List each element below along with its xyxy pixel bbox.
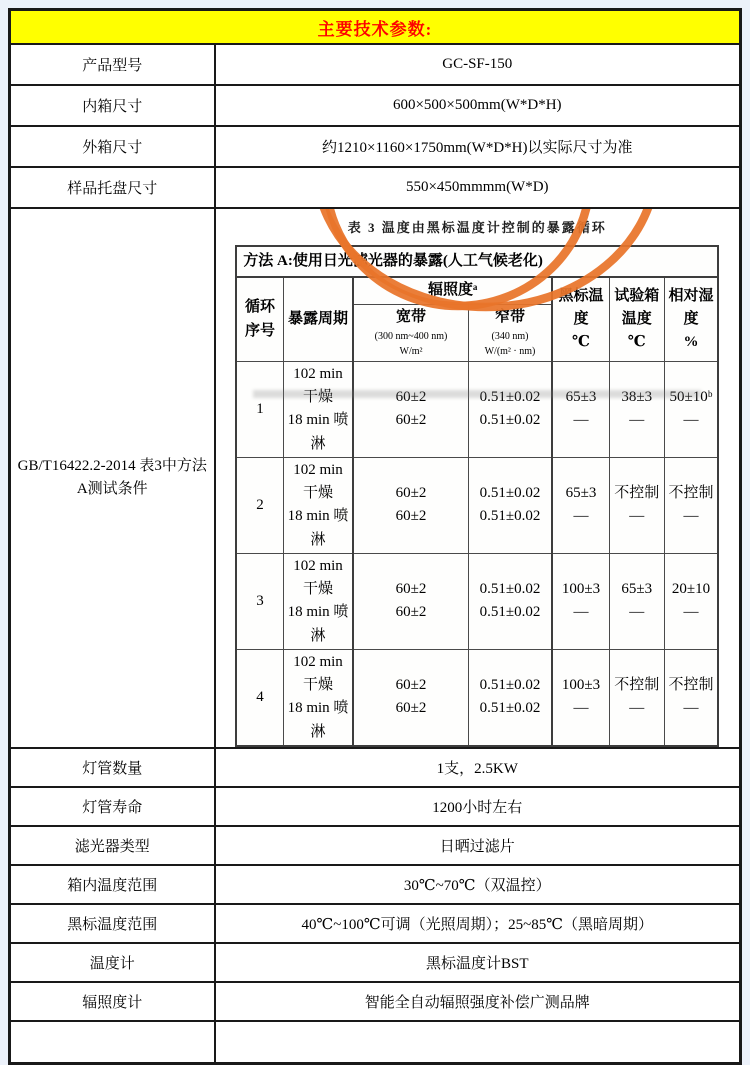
spec-value	[215, 1021, 741, 1064]
col-narrow-band: 窄带 (340 nm) W/(m² · nm)	[468, 304, 552, 361]
spec-label: 产品型号	[10, 44, 215, 85]
spec-row-tray-size	[10, 167, 741, 208]
spec-label: 黑标温度范围	[10, 904, 215, 943]
spec-row-model	[10, 44, 741, 85]
spec-row-outer-size	[10, 126, 741, 167]
scan-table-cell: 0.51±0.02 0.51±0.02	[468, 457, 552, 553]
scanned-standard-table	[235, 217, 719, 747]
spec-label: 温度计	[10, 943, 215, 982]
col-humidity: 相对湿度 %	[664, 277, 718, 361]
spec-value: 黑标温度计BST	[215, 943, 741, 982]
scan-table-cell: 1	[236, 361, 283, 457]
standard-table-image	[215, 208, 741, 748]
col-black-temp: 黑标温度 ℃	[552, 277, 609, 361]
spec-value: 1支，2.5KW	[215, 748, 741, 787]
scan-table-cell: 102 min 干燥 18 min 喷淋	[283, 649, 353, 746]
spec-value: 约1210×1160×1750mm(W*D*H)以实际尺寸为准	[215, 126, 741, 167]
spec-row-inner-size	[10, 85, 741, 126]
scan-table-cell: 0.51±0.02 0.51±0.02	[468, 553, 552, 649]
spec-value: 1200小时左右	[215, 787, 741, 826]
scan-table-cell: 100±3 —	[552, 553, 609, 649]
scan-table-cell: 20±10 —	[664, 553, 718, 649]
spec-row-lamp-count	[10, 748, 741, 787]
spec-row-thermometer	[10, 943, 741, 982]
scan-table-row	[236, 553, 718, 649]
spec-label: 箱内温度范围	[10, 865, 215, 904]
table-header-row	[10, 10, 741, 45]
scan-table-cell: 102 min 干燥 18 min 喷淋	[283, 361, 353, 457]
scan-method-row: 方法 A:使用日光滤光器的暴露(人工气候老化)	[236, 246, 718, 277]
scan-table-cell: 0.51±0.02 0.51±0.02	[468, 649, 552, 746]
spec-value: 日晒过滤片	[215, 826, 741, 865]
spec-value: 智能全自动辐照强度补偿广测品牌	[215, 982, 741, 1021]
scan-table-row	[236, 649, 718, 746]
col-chamber-temp: 试验箱温度 ℃	[609, 277, 664, 361]
scan-table-cell: 60±2 60±2	[353, 649, 468, 746]
scan-table-cell: 65±3 —	[552, 457, 609, 553]
spec-label: 内箱尺寸	[10, 85, 215, 126]
scan-table-cell: 不控制 —	[664, 457, 718, 553]
page	[0, 8, 750, 1011]
spec-label: GB/T16422.2-2014 表3中方法A测试条件	[10, 208, 215, 748]
spec-label: 灯管数量	[10, 748, 215, 787]
scan-table-row	[236, 361, 718, 457]
spec-row-gbt-standard	[10, 208, 741, 748]
scan-table-cell: 不控制 —	[664, 649, 718, 746]
scan-table-cell: 38±3 —	[609, 361, 664, 457]
spec-label: 样品托盘尺寸	[10, 167, 215, 208]
scan-table-cell: 4	[236, 649, 283, 746]
scan-table-cell: 60±2 60±2	[353, 553, 468, 649]
spec-row-black-temp-range	[10, 904, 741, 943]
scan-table-cell: 0.51±0.02 0.51±0.02	[468, 361, 552, 457]
spec-row-lamp-life	[10, 787, 741, 826]
spec-value: 40℃~100℃可调（光照周期）；25~85℃（黑暗周期）	[215, 904, 741, 943]
spec-label: 外箱尺寸	[10, 126, 215, 167]
scan-table-cell: 2	[236, 457, 283, 553]
spec-row-chamber-temp-range	[10, 865, 741, 904]
spec-value: 600×500×500mm(W*D*H)	[215, 85, 741, 126]
scan-table-cell: 不控制 —	[609, 457, 664, 553]
spec-value: GC-SF-150	[215, 44, 741, 85]
spec-table	[8, 8, 742, 1065]
spec-row-radiometer	[10, 982, 741, 1021]
scan-table-cell: 60±2 60±2	[353, 361, 468, 457]
scan-table-cell: 102 min 干燥 18 min 喷淋	[283, 553, 353, 649]
scan-table-cell: 100±3 —	[552, 649, 609, 746]
spec-value: 30℃~70℃（双温控）	[215, 865, 741, 904]
scan-table-cell: 不控制 —	[609, 649, 664, 746]
scan-table-cell: 50±10ᵇ —	[664, 361, 718, 457]
scan-table-cell: 3	[236, 553, 283, 649]
spec-label: 灯管寿命	[10, 787, 215, 826]
scan-table-title: 表 3 温度由黑标温度计控制的暴露循环	[347, 220, 607, 235]
col-irradiance: 辐照度ᵃ	[353, 277, 552, 304]
spec-label: 辐照度计	[10, 982, 215, 1021]
col-cycle: 循环序号	[236, 277, 283, 361]
spec-label	[10, 1021, 215, 1064]
partial-row-cutoff	[10, 1021, 741, 1064]
scan-table-cell: 102 min 干燥 18 min 喷淋	[283, 457, 353, 553]
scan-table-cell: 65±3 —	[609, 553, 664, 649]
watermark-artifact	[253, 390, 701, 398]
col-exposure: 暴露周期	[283, 277, 353, 361]
spec-label: 滤光器类型	[10, 826, 215, 865]
spec-row-filter-type	[10, 826, 741, 865]
scan-table-cell: 65±3 —	[552, 361, 609, 457]
spec-value: 550×450mmmm(W*D)	[215, 167, 741, 208]
col-wide-band: 宽带 (300 nm~400 nm) W/m²	[353, 304, 468, 361]
scan-table-body	[236, 361, 718, 746]
scan-table-row	[236, 457, 718, 553]
page-title: 主要技术参数:	[10, 10, 741, 45]
scan-table	[235, 245, 719, 747]
scan-table-cell: 60±2 60±2	[353, 457, 468, 553]
